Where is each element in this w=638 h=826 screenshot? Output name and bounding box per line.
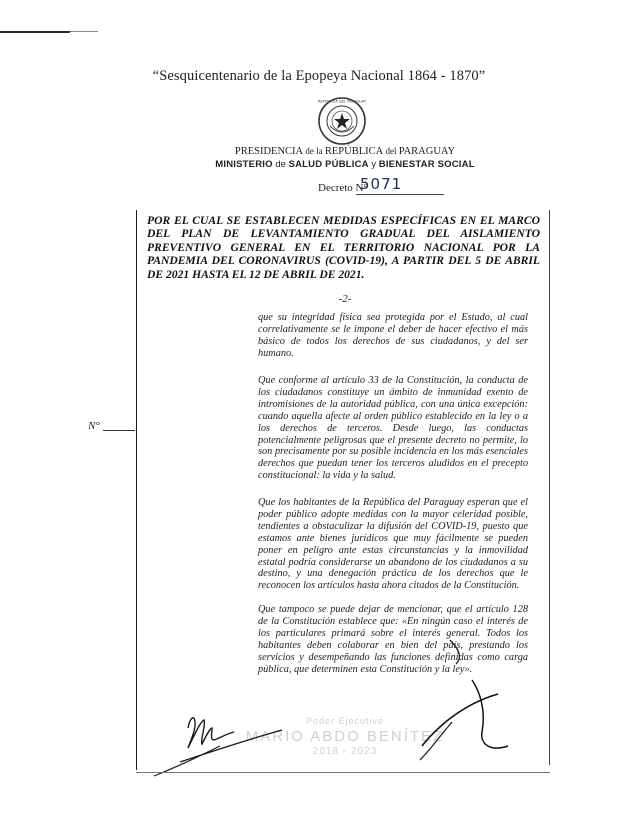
scan-edge-mark-faint (70, 31, 98, 32)
ministry-conn-2: y (368, 159, 379, 170)
watermark-line-2: MARIO ABDO BENÍTEZ (245, 728, 445, 745)
health-words: SALUD PÚBLICA (288, 159, 369, 170)
country-word: PARAGUAY (398, 146, 456, 157)
decree-number: 5071 (360, 175, 403, 193)
bottom-rule (136, 772, 550, 773)
signature-left-icon (150, 700, 290, 780)
paragraph-2: Que conforme al artículo 33 de la Constitución, la conducta de los ciudadanos constituye un ámbito de inmunidad exento de intromisiones de la autoridad pública, con una única excepción: cuando aquella afecte al orden público establecido en la ley o a los derechos de terceros. Desde luego, las conductas potencialmente peligrosas que el presente decreto no permite, lo son precisamente por su posible incidencia en los más esenciales derechos que puedan tener los terceros aludidos en el precepto constitucional: la vida y la salud. (258, 375, 528, 482)
ministry-word: MINISTERIO (215, 159, 273, 170)
signature-right-icon (400, 640, 520, 770)
paragraph-4: Que tampoco se puede dejar de mencionar, que el artículo 128 de la Constitución establece que: «En ningún caso el interés de los particulares primará sobre el interés general. Todos los habitantes deben colaborar en bien del país, prestando los servicios y desempeñando las funciones definidas como carga pública, que determinen esta Constitución y la ley». (258, 604, 528, 675)
national-seal-icon (317, 96, 367, 146)
presidency-conn-1: de la (303, 146, 325, 156)
presidency-word: PRESIDENCIA (234, 146, 304, 157)
welfare-words: BIENESTAR SOCIAL (378, 159, 475, 170)
watermark-line-1: Poder Ejecutivo (305, 716, 385, 726)
seal-text: REPÚBLICA DEL PARAGUAY (317, 99, 367, 104)
watermark-line-3: 2018 - 2023 (312, 746, 378, 757)
presidency-conn-2: del (383, 146, 399, 156)
ministry-header (0, 159, 638, 170)
decree-label: Decreto N° (318, 182, 368, 194)
margin-number-line (103, 430, 135, 431)
ministry-conn-1: de (272, 159, 289, 170)
presidency-header (0, 146, 638, 157)
scan-edge-mark (0, 31, 70, 33)
margin-number-label: N° (88, 420, 100, 432)
commemorative-motto: “Sesquicentenario de la Epopeya Nacional 1864 - 1870” (152, 68, 486, 84)
decree-number-underline (356, 194, 444, 195)
republic-word: REPÚBLICA (324, 146, 384, 157)
page-number: -2- (338, 293, 352, 305)
paragraph-3: Que los habitantes de la República del Paraguay esperan que el poder público adopte medidas con la mayor celeridad posible, tendientes a obstaculizar la difusión del COVID-19, puesto que estamos ante bienes jurídicos que muy fácilmente se pueden poner en peligro ante estas circunstancias y la inmovilidad estatal podría considerarse un abandono de los ciudadanos a su destino, y una denegación práctica de los derechos que le reconocen los artículos hasta ahora citados de la Constitución. (258, 497, 528, 592)
decree-title: POR EL CUAL SE ESTABLECEN MEDIDAS ESPECÍFICAS EN EL MARCO DEL PLAN DE LEVANTAMIENTO GRADUAL DEL AISLAMIENTO PREVENTIVO GENERAL EN EL TERRITORIO NACIONAL POR LA PANDEMIA DEL CORONAVIRUS (COVID-19), A PARTIR DEL 5 DE ABRIL DE 2021 HASTA EL 12 DE ABRIL DE 2021. (147, 214, 540, 281)
paragraph-1: que su integridad física sea protegida por el Estado, al cual correlativamente se le impone el deber de hacer efectivo el más básico de todos los derechos de sus ciudadanos, y del ser humano. (258, 312, 528, 359)
